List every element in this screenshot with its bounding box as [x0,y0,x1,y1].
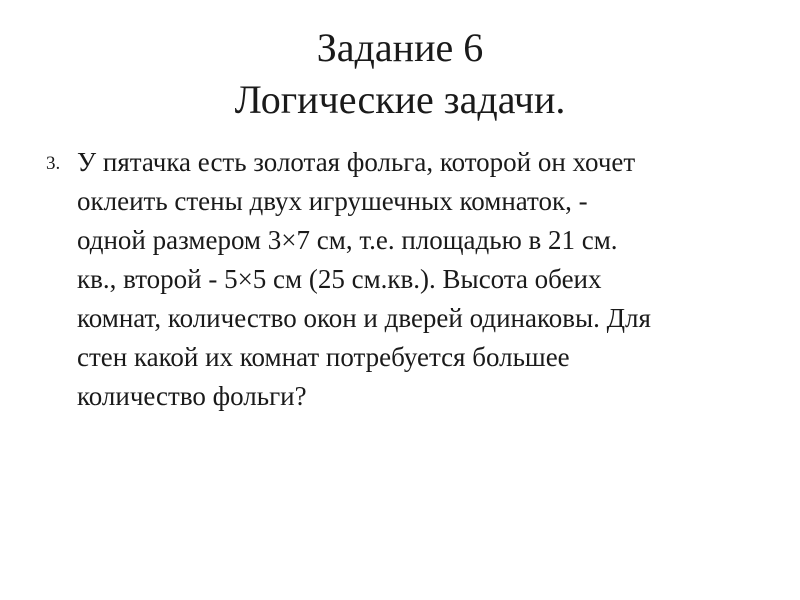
task-line-5: комнат, количество окон и дверей одинаковы. Для [77,303,651,333]
slide-title [0,22,800,126]
task-number: 3. [46,153,61,174]
task-text [46,143,766,416]
title-line-2: Логические задачи. [234,77,566,122]
task-line-3: одной размером 3×7 см, т.е. площадью в 21 см. [77,225,618,255]
title-line-1: Задание 6 [316,25,484,70]
task-line-1: У пятачка есть золотая фольга, которой он хочет [77,147,636,177]
task-line-7: количество фольги? [77,381,307,411]
task-line-2: оклеить стены двух игрушечных комнаток, - [77,186,588,216]
task-line-6: стен какой их комнат потребуется большее [77,342,570,372]
task-line-4: кв., второй - 5×5 см (25 см.кв.). Высота обеих [77,264,602,294]
